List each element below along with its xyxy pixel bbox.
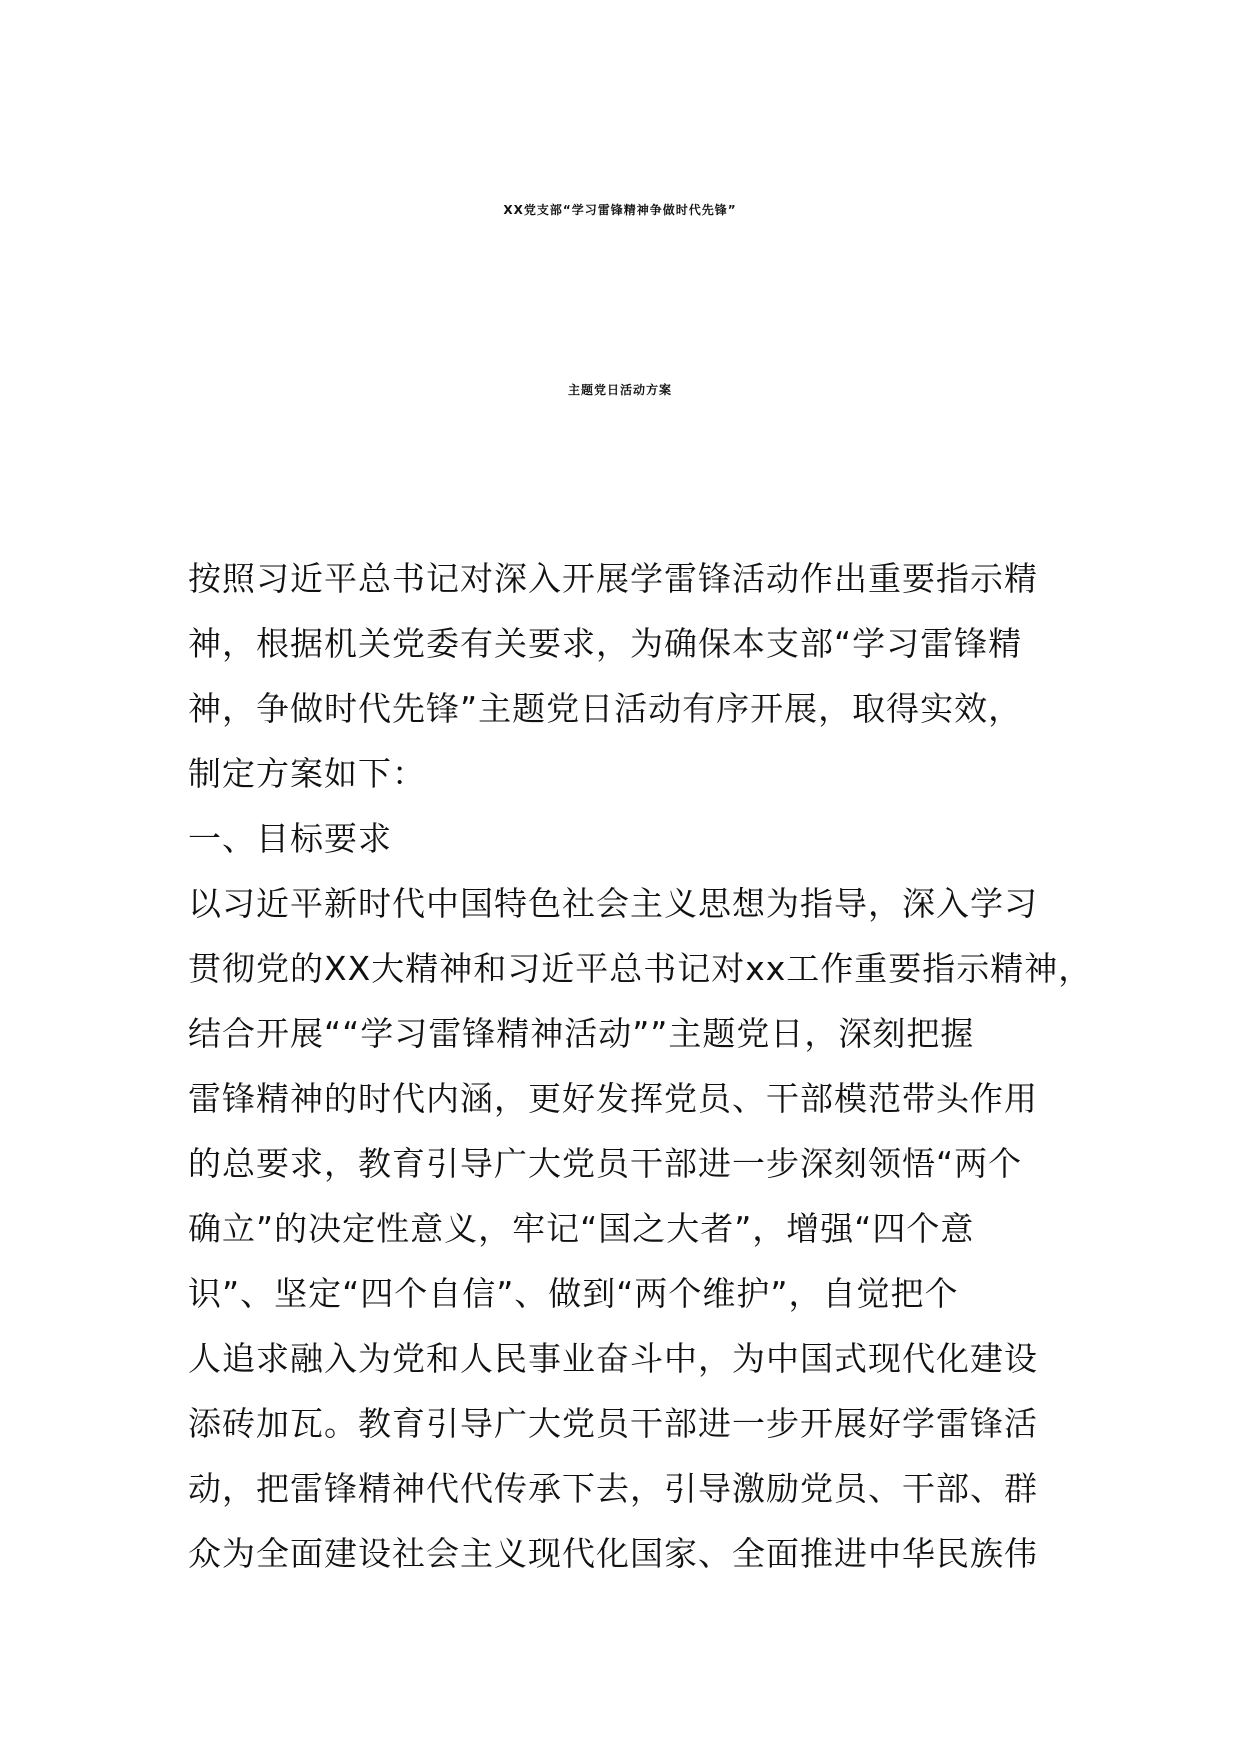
body-line: 众为全面建设社会主义现代化国家、全面推进中华民族伟 bbox=[188, 1534, 1038, 1573]
body-line: 神，争做时代先锋”主题党日活动有序开展，取得实效， bbox=[188, 689, 1023, 728]
body-line: 动，把雷锋精神代代传承下去，引导激励党员、干部、群 bbox=[188, 1469, 1038, 1508]
body-line: 识”、坚定“四个自信”、做到“两个维护”，自觉把个 bbox=[188, 1274, 959, 1313]
section-heading: 一、目标要求 bbox=[188, 819, 392, 858]
body-line: 按照习近平总书记对深入开展学雷锋活动作出重要指示精 bbox=[188, 559, 1038, 598]
body-line: 添砖加瓦。教育引导广大党员干部进一步开展好学雷锋活 bbox=[188, 1404, 1038, 1443]
body-line: 贯彻党的XX大精神和习近平总书记对xx工作重要指示精神， bbox=[188, 949, 1093, 988]
body-line: 结合开展““学习雷锋精神活动””主题党日，深刻把握 bbox=[188, 1014, 975, 1053]
document-body bbox=[188, 546, 1093, 1586]
document-title-line-2: 主题党日活动方案 bbox=[567, 383, 672, 397]
document-title-line-1: XX党支部“学习雷锋精神争做时代先锋” bbox=[503, 203, 737, 217]
body-line: 确立”的决定性意义，牢记“国之大者”，增强“四个意 bbox=[188, 1209, 975, 1248]
body-line: 以习近平新时代中国特色社会主义思想为指导，深入学习 bbox=[188, 884, 1038, 923]
body-line: 人追求融入为党和人民事业奋斗中，为中国式现代化建设 bbox=[188, 1339, 1038, 1378]
body-line: 的总要求，教育引导广大党员干部进一步深刻领悟“两个 bbox=[188, 1144, 1023, 1183]
body-line: 神，根据机关党委有关要求，为确保本支部“学习雷锋精 bbox=[188, 624, 1023, 663]
body-line: 制定方案如下： bbox=[188, 754, 426, 793]
body-line: 雷锋精神的时代内涵，更好发挥党员、干部模范带头作用 bbox=[188, 1079, 1038, 1118]
